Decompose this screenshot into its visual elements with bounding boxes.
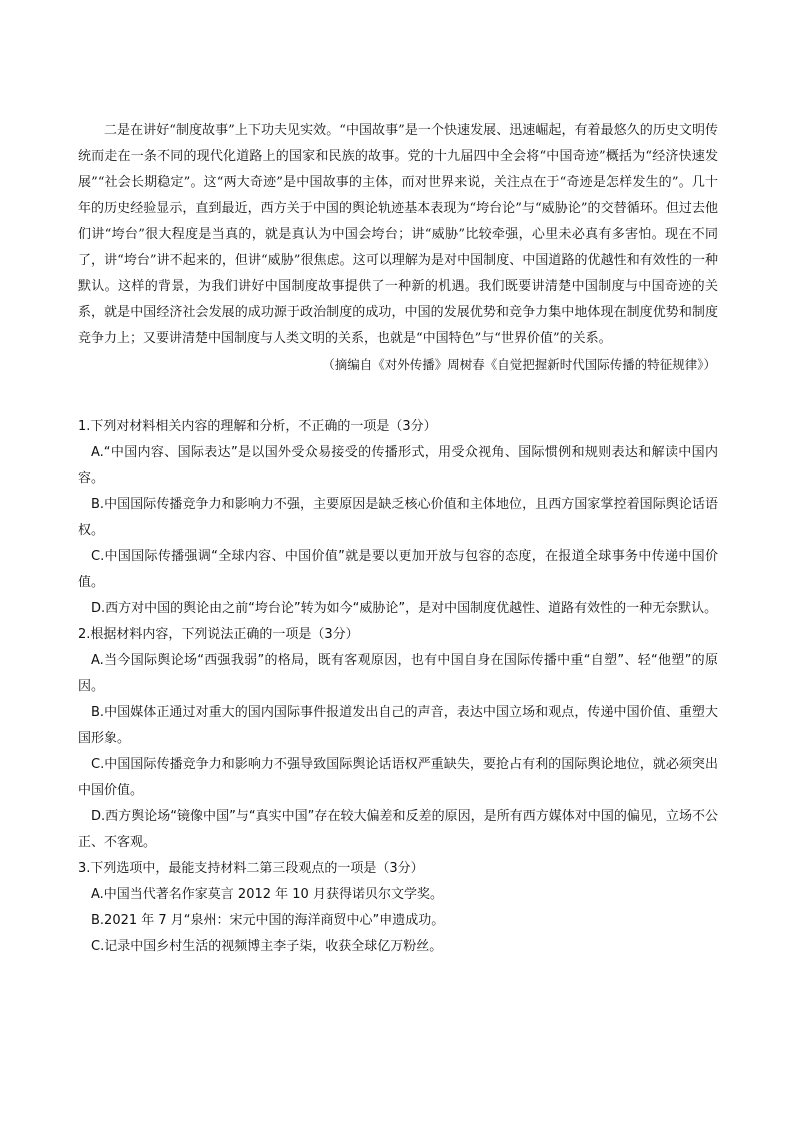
question-stem: 2.根据材料内容，下列说法正确的一项是（3分）	[78, 627, 359, 642]
option-b: B.2021 年 7 月“泉州：宋元中国的海洋商贸中心”申遗成功。	[91, 913, 445, 928]
question-2	[78, 622, 718, 856]
option-c: C.记录中国乡村生活的视频博主李子柒，收获全球亿万粉丝。	[91, 939, 443, 954]
option-c: C.中国国际传播竞争力和影响力不强导致国际舆论话语权严重缺失，要抢占有利的国际舆论地位，就必须突出中国价值。	[78, 757, 718, 798]
option-d: D.西方对中国的舆论由之前“垮台论”转为如今“威胁论”，是对中国制度优越性、道路有效性的一种无奈默认。	[91, 601, 718, 616]
option-d: D.西方舆论场“镜像中国”与“真实中国”存在较大偏差和反差的原因，是所有西方媒体对中国的偏见，立场不公正、不客观。	[78, 809, 718, 850]
document-page	[78, 118, 718, 960]
option-a: A.中国当代著名作家莫言 2012 年 10 月获得诺贝尔文学奖。	[91, 887, 443, 902]
option-b: B.中国国际传播竞争力和影响力不强，主要原因是缺乏核心价值和主体地位，且西方国家掌控着国际舆论话语权。	[78, 497, 718, 538]
question-3	[78, 856, 718, 960]
reading-passage	[78, 118, 718, 378]
passage-paragraph: 二是在讲好“制度故事”上下功夫见实效。“中国故事”是一个快速发展、迅速崛起，有着最悠久的历史文明传统而走在一条不同的现代化道路上的国家和民族的故事。党的十九届四中全会将“中国奇迹”概括为“经济快速发展”“社会长期稳定”。这“两大奇迹”是中国故事的主体，而对世界来说，关注点在于“奇迹是怎样发生的”。几十年的历史经验显示，直到最近，西方关于中国的舆论轨迹基本表现为“垮台论”与“威胁论”的交替循环。但过去他们讲“垮台”很大程度是当真的，就是真认为中国会垮台；讲“威胁”比较牵强，心里未必真有多害怕。现在不同了，讲“垮台”讲不起来的，但讲“威胁”很焦虑。这可以理解为是对中国制度、中国道路的优越性和有效性的一种默认。这样的背景，为我们讲好中国制度故事提供了一种新的机遇。我们既要讲清楚中国制度与中国奇迹的关系，就是中国经济社会发展的成功源于政治制度的成功，中国的发展优势和竞争力集中地体现在制度优势和制度竞争力上；又要讲清楚中国制度与人类文明的关系，也就是“中国特色”与“世界价值”的关系。	[78, 123, 718, 346]
question-1	[78, 414, 718, 622]
question-stem: 3.下列选项中，最能支持材料二第三段观点的一项是（3分）	[78, 861, 424, 876]
question-stem: 1.下列对材料相关内容的理解和分析，不正确的一项是（3分）	[78, 419, 437, 434]
question-list	[78, 414, 718, 960]
option-a: A.当今国际舆论场“西强我弱”的格局，既有客观原因，也有中国自身在国际传播中重“自塑”、轻“他塑”的原因。	[78, 653, 718, 694]
option-c: C.中国国际传播强调“全球内容、中国价值”就是要以更加开放与包容的态度，在报道全球事务中传递中国价值。	[78, 549, 718, 590]
option-a: A.“中国内容、国际表达”是以国外受众易接受的传播形式，用受众视角、国际惯例和规则表达和解读中国内容。	[78, 445, 718, 486]
passage-source: （摘编自《对外传播》周树春《自觉把握新时代国际传播的特征规律》）	[322, 357, 716, 372]
option-b: B.中国媒体正通过对重大的国内国际事件报道发出自己的声音，表达中国立场和观点，传递中国价值、重塑大国形象。	[78, 705, 718, 746]
